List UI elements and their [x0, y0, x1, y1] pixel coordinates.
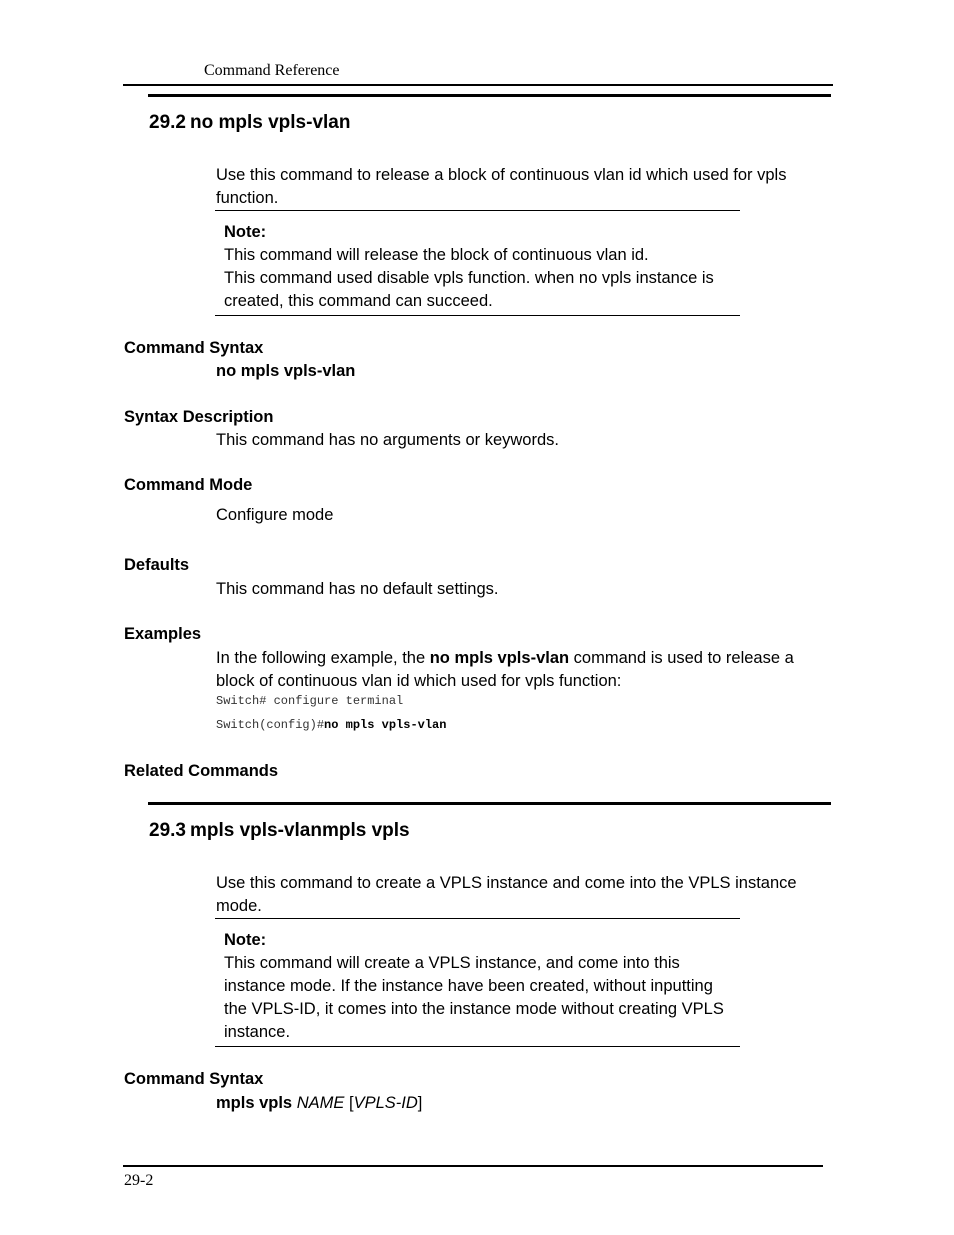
code-prompt: Switch(config)#: [216, 718, 325, 732]
examples-label: Examples: [124, 625, 202, 643]
section-rule: [148, 94, 831, 97]
command-syntax: [216, 1092, 422, 1115]
example-cmd: no mpls vpls-vlan: [429, 649, 570, 667]
command-mode: Configure mode: [216, 506, 334, 524]
section-number: 29.2: [149, 112, 186, 133]
header-rule: [123, 84, 833, 86]
syntax-command: mpls vpls: [216, 1094, 293, 1112]
note-box: [215, 210, 740, 316]
command-syntax: no mpls vpls-vlan: [216, 362, 356, 380]
example-pre: In the following example, the: [216, 649, 430, 667]
command-mode-label: Command Mode: [124, 476, 253, 494]
note-text: This command will create a VPLS instance, and come into this instance mode. If the instance have been created, without inputting the VPLS-ID, it comes into the instance mode without creating VPLS instance.: [224, 954, 724, 1041]
syntax-description: This command has no arguments or keywords.: [216, 431, 559, 449]
command-syntax-label: Command Syntax: [124, 1070, 264, 1088]
footer-rule: [123, 1165, 823, 1167]
code-command: no mpls vpls-vlan: [324, 718, 447, 732]
page-number: 29-2: [124, 1172, 154, 1189]
note-line: This command will release the block of continuous vlan id.: [224, 246, 649, 264]
defaults-label: Defaults: [124, 556, 190, 574]
running-header: Command Reference: [204, 62, 340, 79]
example-post: command is used to release a block of continuous vlan id which used for vpls function:: [216, 649, 794, 690]
syntax-bracket-close: ]: [417, 1094, 423, 1112]
note-box: [215, 918, 740, 1047]
note-line: This command used disable vpls function. when no vpls instance is created, this command can succeed.: [224, 269, 714, 310]
code-line: Switch# configure terminal: [216, 694, 404, 708]
section-title: mpls vpls-vlanmpls vpls: [189, 820, 410, 841]
defaults-text: This command has no default settings.: [216, 580, 499, 598]
section-heading: [149, 112, 350, 134]
code-line: [216, 718, 446, 732]
syntax-arg-vpls-id: VPLS-ID: [353, 1094, 418, 1112]
example-text: [216, 647, 836, 693]
command-syntax-label: Command Syntax: [124, 339, 264, 357]
note-label: Note:: [224, 223, 267, 241]
related-commands-label: Related Commands: [124, 762, 279, 780]
section-rule: [148, 802, 831, 805]
syntax-arg-name: NAME: [296, 1094, 345, 1112]
syntax-bracket-open: [: [348, 1094, 354, 1112]
note-label: Note:: [224, 931, 267, 949]
section-title: no mpls vpls-vlan: [189, 112, 351, 133]
syntax-description-label: Syntax Description: [124, 408, 274, 426]
section-intro: Use this command to create a VPLS instance and come into the VPLS instance mode.: [216, 874, 797, 915]
section-number: 29.3: [149, 820, 186, 841]
section-heading: [149, 820, 410, 842]
section-intro: Use this command to release a block of continuous vlan id which used for vpls function.: [216, 166, 787, 207]
